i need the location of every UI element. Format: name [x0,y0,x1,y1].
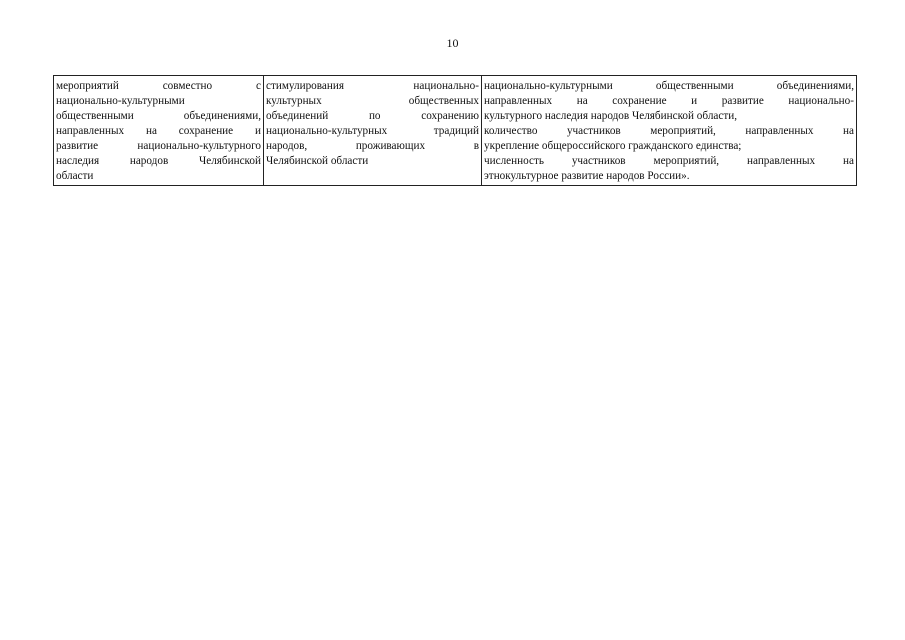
cell-text-line: наследия народов Челябинской [56,155,261,167]
table-cell-measure [54,76,264,186]
cell-text-line: развитие национально-культурного [56,140,261,152]
cell-text-line: культурных общественных [266,95,479,107]
cell-text-line: общественными объединениями, [56,110,261,122]
cell-text-line: Челябинской области [266,155,369,167]
table-cell-goal [264,76,482,186]
cell-text-line: направленных на сохранение и [56,125,261,137]
cell-text-line: культурного наследия народов Челябинской области, [484,110,738,122]
cell-text-line: численность участников мероприятий, направленных на [484,155,854,167]
cell-text-line: национально-культурными общественными объединениями, [484,80,854,92]
cell-text-line: национально-культурных традиций [266,125,479,137]
cell-text-line: национально-культурными [56,95,185,107]
document-table [53,75,857,186]
cell-text-line: направленных на сохранение и развитие национально- [484,95,854,107]
page-number: 10 [446,36,459,50]
cell-text-line: этнокультурное развитие народов России». [484,170,690,182]
cell-text-line: мероприятий совместно с [56,80,261,92]
table-row [54,76,857,186]
cell-text-line: стимулирования национально- [266,80,479,92]
cell-text-line: объединений по сохранению [266,110,479,122]
table-cell-indicators [482,76,857,186]
cell-text-line: области [56,170,94,182]
cell-text-line: укрепление общероссийского гражданского единства; [484,140,742,152]
cell-text-line: народов, проживающих в [266,140,479,152]
cell-text-line: количество участников мероприятий, направленных на [484,125,854,137]
